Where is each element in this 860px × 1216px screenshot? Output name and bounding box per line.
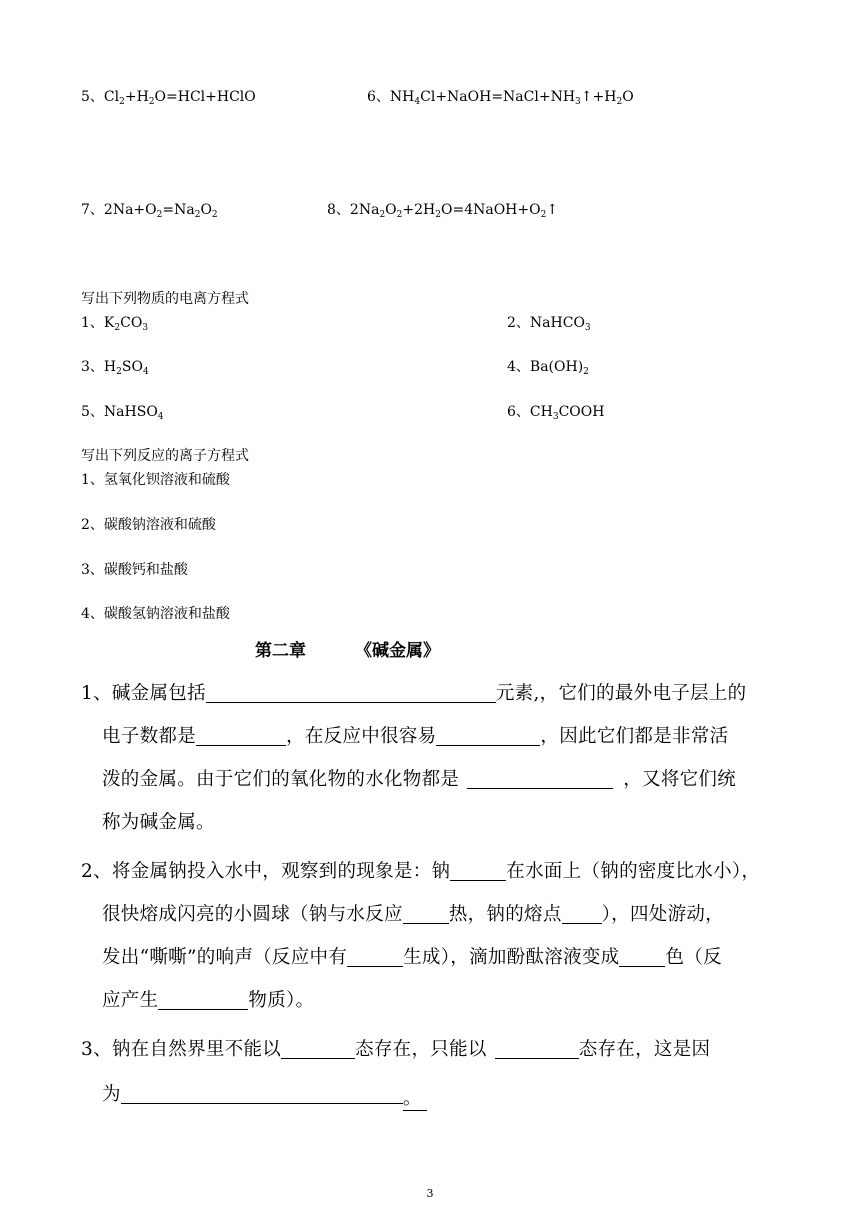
question-2-line-1: 2、将金属钠投入水中，观察到的现象是：钠 在水面上（钠的密度比水小）， bbox=[81, 861, 761, 882]
ionization-heading: 写出下列物质的电离方程式 bbox=[81, 291, 249, 307]
ionization-item-6: 6、$CH_3COOH$ bbox=[507, 404, 605, 422]
equation-8: 8、$2Na_2O_2+2H_2O=4NaOH+O_2↑$ bbox=[327, 202, 559, 220]
blank bbox=[467, 769, 613, 789]
ionization-item-1: 1、$K_2CO_3$ bbox=[81, 315, 149, 333]
blank bbox=[403, 904, 449, 924]
equation-5: 5、$Cl_2+H_2O=HCl+HClO$ bbox=[81, 89, 256, 107]
question-1-line-2: 电子数都是 ，在反应中很容易 ，因此它们都是非常活 bbox=[102, 726, 729, 747]
blank bbox=[347, 947, 403, 967]
question-1-line-3: 泼的金属。由于它们的氧化物的水化物都是 ，又将它们统 bbox=[102, 769, 737, 790]
chapter-name: 《碱金属》 bbox=[355, 641, 440, 661]
blank bbox=[436, 726, 540, 746]
ionization-item-4: 4、$Ba(OH)_2$ bbox=[507, 359, 589, 377]
blank bbox=[562, 904, 602, 924]
blank bbox=[121, 1084, 403, 1104]
equation-6: 6、$NH_4Cl+NaOH=NaCl+NH_3↑+H_2O$ bbox=[367, 89, 634, 107]
ionization-item-3: 3、$H_2SO_4$ bbox=[81, 359, 149, 377]
ionization-item-5: 5、NaHSO$_4$ bbox=[81, 404, 164, 422]
question-1-line-1: 1、碱金属包括 元素,，它们的最外电子层上的 bbox=[81, 683, 747, 704]
ionic-item-2: 2、碳酸钠溶液和硫酸 bbox=[81, 517, 216, 533]
ionic-item-3: 3、碳酸钙和盐酸 bbox=[81, 562, 188, 578]
question-2-line-3: 发出“嘶嘶”的响声（反应中有 生成），滴加酚酞溶液变成 色（反 bbox=[102, 947, 722, 968]
question-3-line-1: 3、钠在自然界里不能以 态存在，只能以 态存在，这是因 bbox=[81, 1039, 711, 1060]
blank bbox=[196, 726, 286, 746]
question-3-line-2: 为 。 bbox=[102, 1080, 427, 1111]
blank bbox=[619, 947, 665, 967]
blank bbox=[281, 1039, 355, 1059]
page-number: 3 bbox=[426, 1187, 434, 1200]
question-2-line-4: 应产生 物质）。 bbox=[102, 990, 315, 1011]
equation-7: 7、$2Na+O_2=Na_2O_2$ bbox=[81, 202, 218, 220]
question-2-line-2: 很快熔成闪亮的小圆球（钠与水反应 热，钠的熔点 ），四处游动， bbox=[102, 904, 724, 925]
blank bbox=[495, 1039, 579, 1059]
chapter-label: 第二章 bbox=[255, 641, 306, 661]
ionization-item-2: 2、NaHCO$_3$ bbox=[507, 315, 591, 333]
ionic-heading: 写出下列反应的离子方程式 bbox=[81, 448, 249, 464]
ionic-item-4: 4、碳酸氢钠溶液和盐酸 bbox=[81, 606, 230, 622]
blank bbox=[450, 861, 506, 881]
ionic-item-1: 1、氢氧化钡溶液和硫酸 bbox=[81, 472, 230, 488]
blank bbox=[158, 990, 248, 1010]
question-1-line-4: 称为碱金属。 bbox=[102, 812, 215, 833]
blank bbox=[206, 683, 496, 703]
